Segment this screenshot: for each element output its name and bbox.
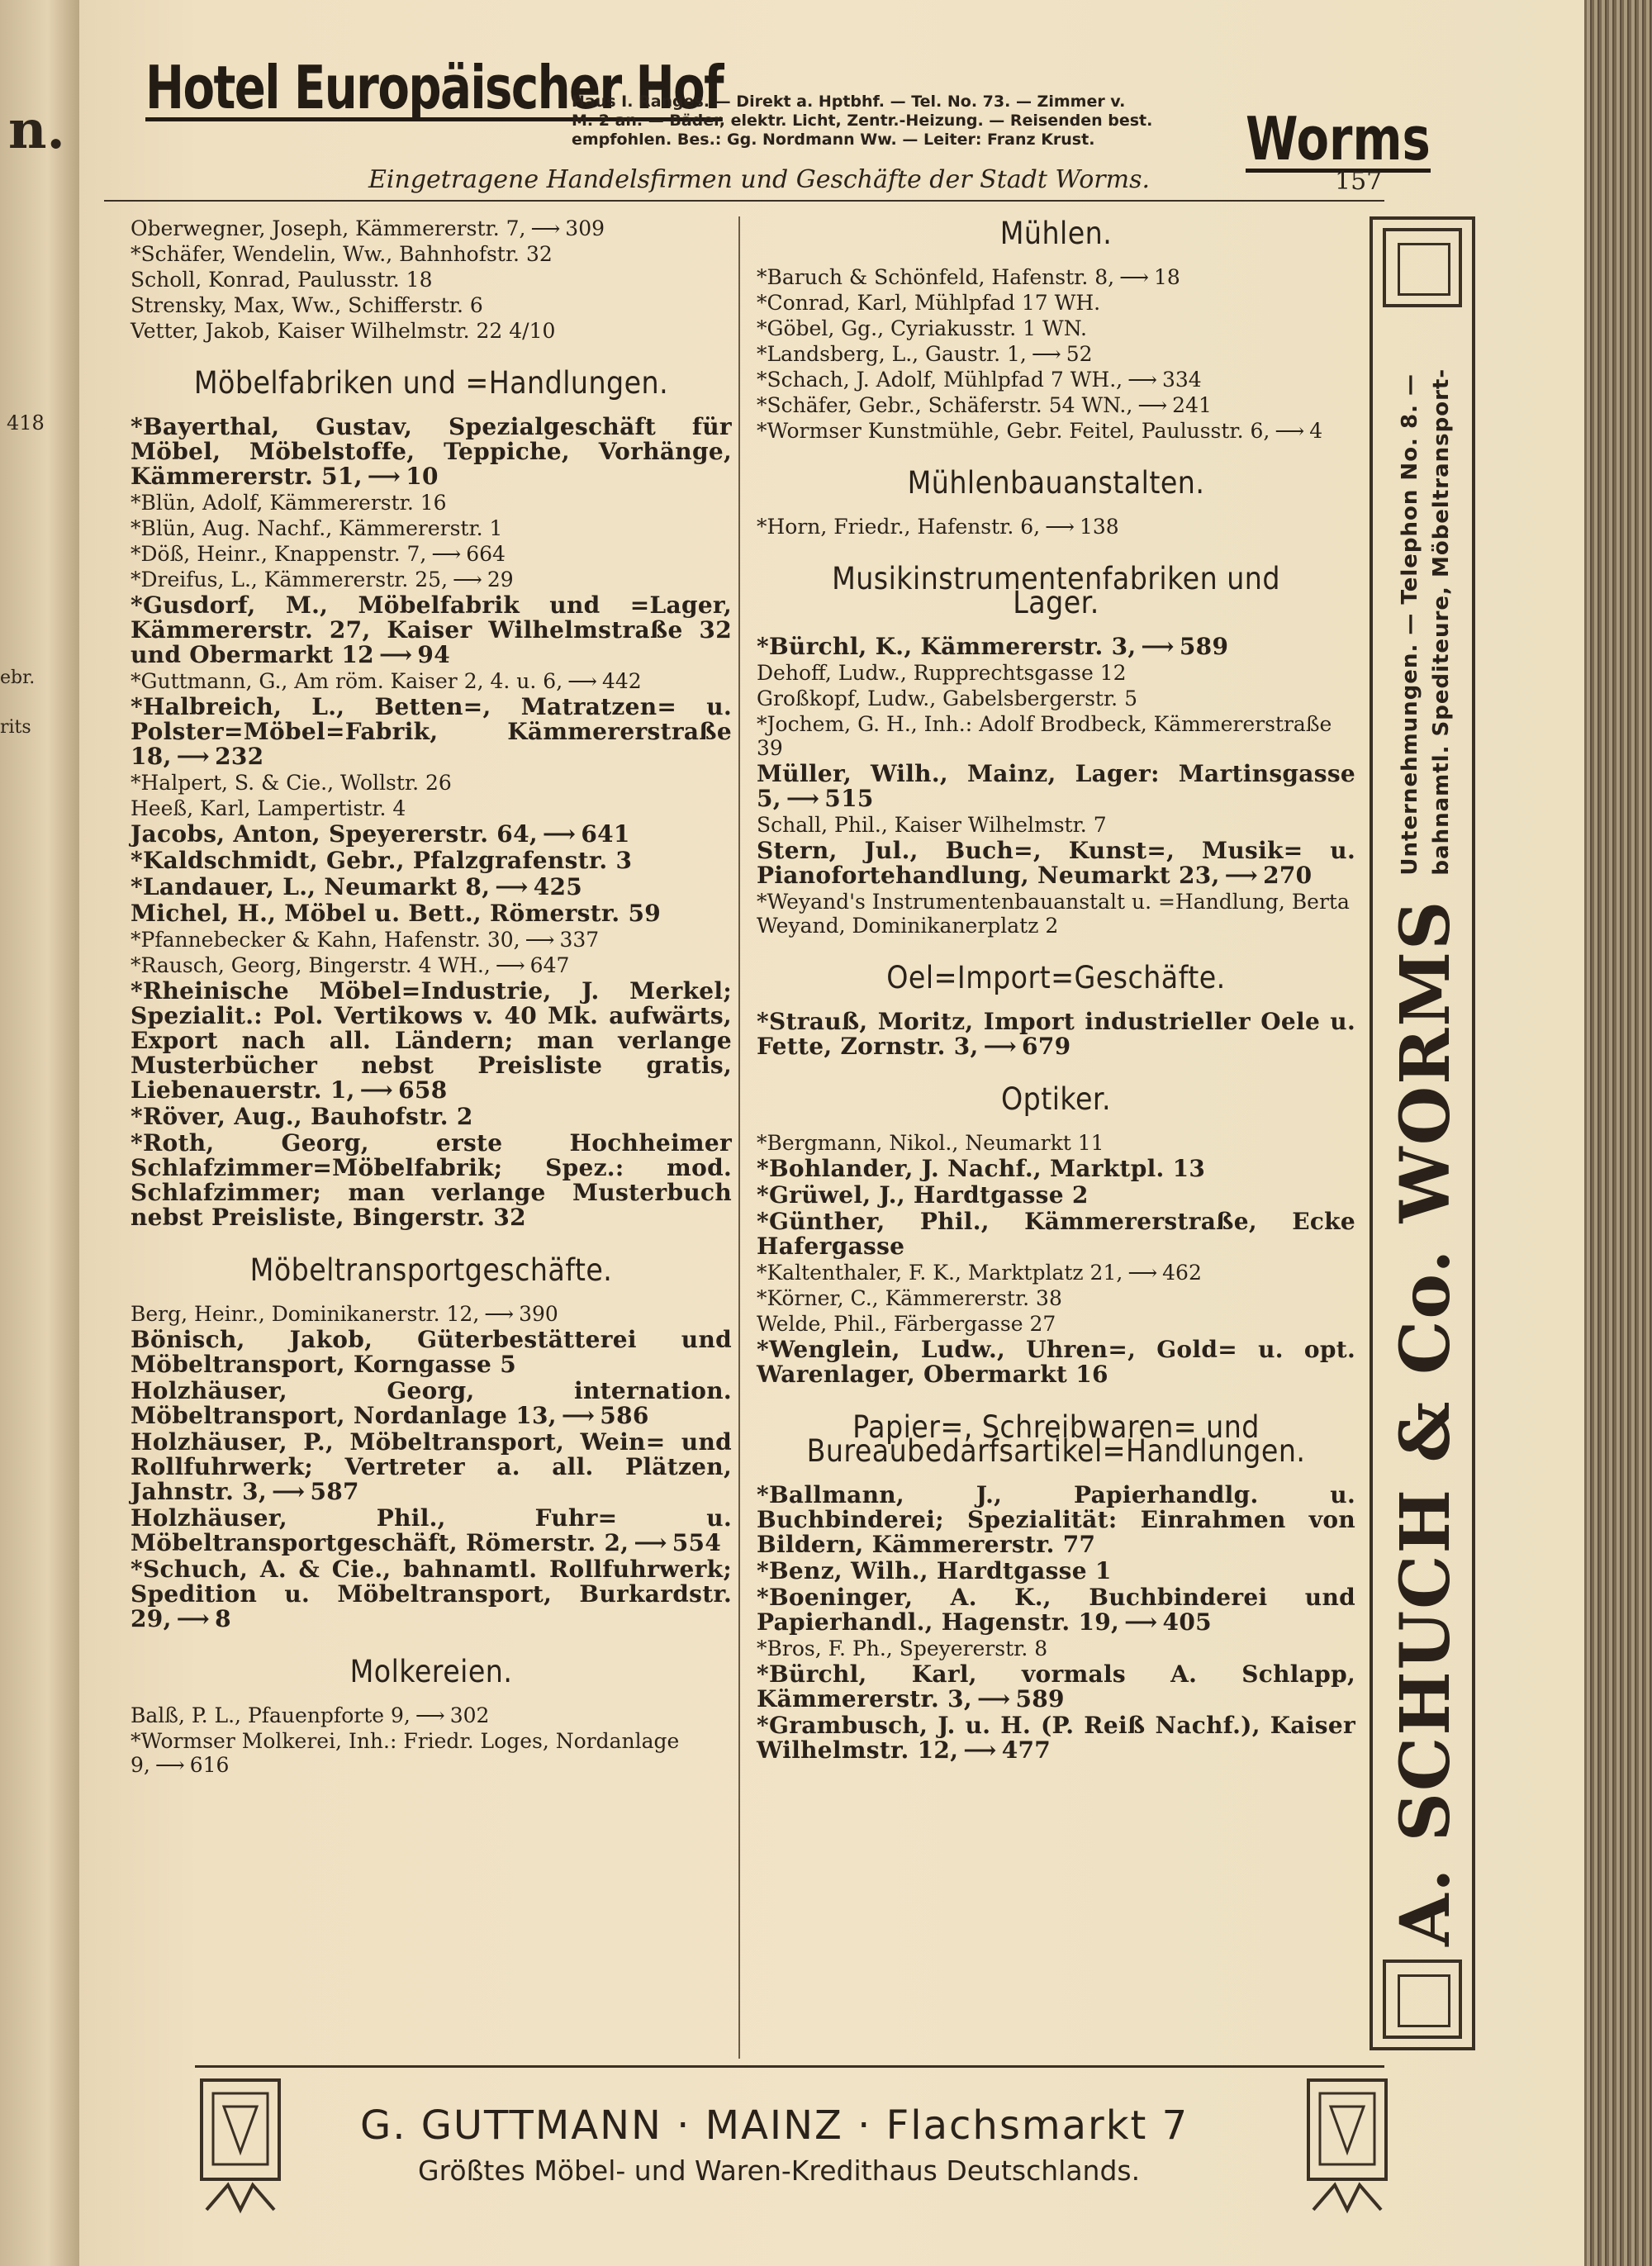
directory-entry [757,1559,1355,1584]
directory-entry [757,419,1355,443]
directory-entry [131,268,732,292]
entry-text: *Wormser Kunstmühle, Gebr. Feitel, Paulusstr. 6, [757,419,1270,443]
entry-text: *Bohlander, J. Nachf., Marktpl. 13 [757,1155,1206,1182]
phone-number: 232 [215,743,264,770]
entry-text: *Rheinische Möbel=Industrie, J. Merkel; Spezialit.: Pol. Vertikows v. 40 Mk. aufwärts, Export nach all. Ländern; man verlange Musterbücher nebst Preisliste gratis, Liebenauerstr. 1, [131,977,732,1104]
directory-entry [131,319,732,343]
entry-text: *Landauer, L., Neumarkt 8, [131,873,491,900]
entry-text: Holzhäuser, P., Möbeltransport, Wein= und Rollfuhrwerk; Vertreter a. all. Plätzen, Jahnstr. 3, [131,1428,732,1505]
footer-ornament-left [195,2074,286,2214]
entry-text: *Grüwel, J., Hardtgasse 2 [757,1181,1089,1209]
side-ad-company: A. SCHUCH & Co. WORMS [1386,899,1465,1946]
entry-text: Michel, H., Möbel u. Bett., Römerstr. 59 [131,900,662,927]
directory-entry [757,1286,1355,1310]
entry-text: *Schuch, A. & Cie., bahnamtl. Rollfuhrwerk; Spedition u. Möbeltransport, Burkardstr. 29, [131,1556,732,1632]
telephone-icon: ⟶ [567,669,597,693]
hotel-info-line-3: empfohlen. Bes.: Gg. Nordmann Ww. — Leiter: Franz Krust. [572,131,1095,149]
section-heading: Musikinstrumentenfabriken und Lager. [832,561,1280,620]
directory-entry [131,242,732,266]
column-divider [738,216,740,2059]
side-ad-line-1: Unternehmungen. — Telephon No. 8. — [1398,373,1422,876]
telephone-icon: ⟶ [1127,1261,1158,1285]
directory-entry [757,1662,1355,1712]
directory-entry [757,1261,1355,1285]
phone-number: 52 [1066,342,1093,366]
section-heading: Mühlen. [999,216,1113,251]
telephone-icon: ⟶ [272,1478,306,1505]
entry-text: *Bergmann, Nikol., Neumarkt 11 [757,1131,1104,1155]
section-heading: Möbelfabriken und =Handlungen. [193,365,669,401]
phone-number: 554 [672,1529,722,1556]
header-divider [104,200,1384,202]
directory-entry [131,928,732,952]
phone-number: 589 [1179,633,1229,660]
entry-text: *Benz, Wilh., Hardtgasse 1 [757,1557,1112,1584]
phone-number: 302 [449,1703,490,1727]
entry-text: Strensky, Max, Ww., Schifferstr. 6 [131,293,483,317]
entry-text: *Blün, Aug. Nachf., Kämmererstr. 1 [131,516,503,540]
entry-text: *Schach, J. Adolf, Mühlpfad 7 WH., [757,368,1123,392]
section-heading: Molkereien. [349,1654,513,1689]
footer-company: G. GUTTMANN · MAINZ · Flachsmarkt 7 [360,2102,1189,2149]
telephone-icon: ⟶ [1119,265,1149,289]
entry-text: *Dreifus, L., Kämmererstr. 25, [131,568,449,591]
directory-entry [757,316,1355,340]
directory-entry [131,875,732,900]
directory-entry [131,901,732,926]
telephone-icon: ⟶ [1275,419,1305,443]
entry-text: Bönisch, Jakob, Güterbestätterei und Möbeltransport, Korngasse 5 [131,1326,732,1378]
entry-text: *Schäfer, Gebr., Schäferstr. 54 WN., [757,393,1133,417]
entry-text: Stern, Jul., Buch=, Kunst=, Musik= u. Pianofortehandlung, Neumarkt 23, [757,837,1355,889]
entry-text: *Göbel, Gg., Cyriakusstr. 1 WN. [757,316,1087,340]
entry-text: *Kaldschmidt, Gebr., Pfalzgrafenstr. 3 [131,847,633,874]
entry-text: Müller, Wilh., Mainz, Lager: Martinsgasse 5, [757,760,1355,812]
phone-number: 309 [565,216,605,240]
phone-number: 658 [398,1076,448,1104]
directory-entry [757,1183,1355,1208]
telephone-icon: ⟶ [525,928,555,952]
directory-entry [131,542,732,566]
ad-ornament-bottom [1383,1960,1462,2039]
entry-text: *Halbreich, L., Betten=, Matratzen= u. Polster=Möbel=Fabrik, Kämmererstraße 18, [131,693,732,770]
entry-text: *Roth, Georg, erste Hochheimer Schlafzimmer=Möbelfabrik; Spez.: mod. Schlafzimmer; man verlange Musterbuch nebst Preisliste, Bingerstr. 32 [131,1129,732,1231]
telephone-icon: ⟶ [154,1753,185,1777]
left-fragment-4: rits [0,717,31,738]
telephone-icon: ⟶ [359,1076,394,1104]
phone-number: 515 [824,785,874,812]
telephone-icon: ⟶ [1031,342,1061,366]
entry-text: Schall, Phil., Kaiser Wilhelmstr. 7 [757,813,1107,837]
directory-entry [131,796,732,820]
directory-entry [131,293,732,317]
phone-number: 337 [559,928,600,952]
telephone-icon: ⟶ [530,216,561,240]
directory-entry [757,1312,1355,1336]
entry-text: *Landsberg, L., Gaustr. 1, [757,342,1027,366]
page-number: 157 [1335,167,1383,196]
phone-number: 679 [1022,1033,1071,1060]
guttmann-footer-ad [129,2065,1335,2230]
entry-text: *Gusdorf, M., Möbelfabrik und =Lager, Kämmererstr. 27, Kaiser Wilhelmstraße 32 und Obermarkt 12 [131,591,732,668]
entry-text: *Boeninger, A. K., Buchbinderei und Papierhandl., Hagenstr. 19, [757,1584,1355,1636]
side-ad-line-2: bahnamtl. Spediteure, Möbeltransport- [1429,368,1454,876]
hotel-info-line-2: M. 2 an. — Bäder, elektr. Licht, Zentr.-Heizung. — Reisenden best. [572,112,1153,130]
directory-entry [131,568,732,591]
phone-number: 390 [519,1302,558,1326]
telephone-icon: ⟶ [634,1529,667,1556]
entry-text: Jacobs, Anton, Speyererstr. 64, [131,820,538,848]
directory-entry [757,634,1355,659]
entry-text: Berg, Heinr., Dominikanerstr. 12, [131,1302,480,1326]
telephone-icon: ⟶ [1137,393,1168,417]
hotel-info-line-1: Haus I. Ranges. — Direkt a. Hptbhf. — Tel. No. 73. — Zimmer v. [572,93,1126,111]
phone-number: 586 [600,1402,649,1429]
telephone-icon: ⟶ [431,542,462,566]
directory-entry [131,979,732,1103]
entry-text: *Strauß, Moritz, Import industrieller Oele u. Fette, Zornstr. 3, [757,1008,1355,1060]
entry-text: *Körner, C., Kämmererstr. 38 [757,1286,1062,1310]
directory-entry [757,1157,1355,1181]
entry-text: *Grambusch, J. u. H. (P. Reiß Nachf.), Kaiser Wilhelmstr. 12, [757,1712,1355,1764]
schuch-side-ad [1370,216,1475,2050]
phone-number: 589 [1015,1685,1065,1713]
telephone-icon: ⟶ [176,1605,211,1632]
directory-entry [757,515,1355,539]
phone-number: 616 [189,1753,230,1777]
directory-entry [131,1506,732,1556]
directory-entry [131,848,732,873]
telephone-icon: ⟶ [495,873,529,900]
telephone-icon: ⟶ [561,1402,596,1429]
telephone-icon: ⟶ [1045,515,1075,539]
entry-text: Oberwegner, Joseph, Kämmererstr. 7, [131,216,526,240]
directory-entry [131,669,732,693]
entry-text: *Bürchl, K., Kämmererstr. 3, [757,633,1137,660]
directory-entry [757,368,1355,392]
footer-ornament-right [1302,2074,1393,2214]
page-subtitle: Eingetragene Handelsfirmen und Geschäfte der Stadt Worms. [368,165,1151,194]
phone-number: 425 [533,873,583,900]
directory-entry [757,1009,1355,1059]
phone-number: 10 [406,463,439,490]
book-page-edges [1584,0,1652,2266]
directory-entry [757,1337,1355,1387]
directory-entry [131,516,732,540]
directory-entry [131,695,732,769]
phone-number: 241 [1172,393,1212,417]
phone-number: 94 [417,641,450,668]
phone-number: 647 [529,953,570,977]
directory-entry [131,822,732,847]
entry-text: Holzhäuser, Phil., Fuhr= u. Möbeltransportgeschäft, Römerstr. 2, [131,1504,732,1556]
entry-text: *Bürchl, Karl, vormals A. Schlapp, Kämmererstr. 3, [757,1660,1355,1713]
left-fragment-3: ebr. [0,667,36,688]
directory-entry [757,661,1355,685]
directory-entry [757,265,1355,289]
directory-entry [131,1557,732,1632]
entry-text: *Conrad, Karl, Mühlpfad 17 WH. [757,291,1101,315]
directory-entry [757,686,1355,710]
directory-entry [757,813,1355,837]
phone-number: 462 [1162,1261,1202,1285]
phone-number: 8 [215,1605,231,1632]
directory-entry [757,1131,1355,1155]
telephone-icon: ⟶ [453,568,482,591]
telephone-icon: ⟶ [976,1685,1011,1713]
directory-entry [131,1703,732,1727]
phone-number: 4 [1309,419,1323,443]
telephone-icon: ⟶ [367,463,401,490]
entry-text: *Günther, Phil., Kämmererstraße, Ecke Hafergasse [757,1208,1355,1260]
telephone-icon: ⟶ [1141,633,1175,660]
entry-text: *Guttmann, G., Am röm. Kaiser 2, 4. u. 6, [131,669,563,693]
section-heading: Möbeltransportgeschäfte. [249,1252,613,1288]
telephone-icon: ⟶ [378,641,413,668]
hotel-ad-title: Hotel Europäischer Hof [145,53,724,122]
entry-text: *Jochem, G. H., Inh.: Adolf Brodbeck, Kämmererstraße 39 [757,712,1332,760]
telephone-icon: ⟶ [542,820,577,848]
entry-text: *Rausch, Georg, Bingerstr. 4 WH., [131,953,491,977]
entry-text: *Wenglein, Ludw., Uhren=, Gold= u. opt. Warenlager, Obermarkt 16 [757,1336,1355,1388]
directory-entry [131,1379,732,1428]
hotel-ad-info [572,93,1307,150]
entry-text: *Baruch & Schönfeld, Hafenstr. 8, [757,265,1115,289]
phone-number: 477 [1001,1736,1051,1764]
telephone-icon: ⟶ [983,1033,1018,1060]
directory-entry [757,1713,1355,1763]
entry-text: *Bayerthal, Gustav, Spezialgeschäft für Möbel, Möbelstoffe, Teppiche, Vorhänge, Kämmererstr. 51, [131,413,732,490]
section-heading: Mühlenbauanstalten. [907,465,1205,501]
telephone-icon: ⟶ [786,785,820,812]
entry-text: Großkopf, Ludw., Gabelsbergerstr. 5 [757,686,1137,710]
directory-entry [131,593,732,667]
footer-rule [195,2065,1384,2068]
directory-page [79,0,1584,2266]
directory-entry [131,1328,732,1377]
entry-text: *Weyand's Instrumentenbauanstalt u. =Handlung, Berta Weyand, Dominikanerplatz 2 [757,890,1350,938]
entry-text: Scholl, Konrad, Paulusstr. 18 [131,268,433,292]
side-ad-text [1386,327,1465,1946]
hotel-ad-city: Worms [1246,104,1431,173]
adjacent-page-edge [0,0,79,2266]
left-column [131,216,732,1779]
directory-entry [131,1131,732,1230]
left-fragment-2: 418 [7,411,45,435]
entry-text: Heeß, Karl, Lampertistr. 4 [131,796,406,820]
entry-text: *Halpert, S. & Cie., Wollstr. 26 [131,771,452,795]
telephone-icon: ⟶ [1127,368,1157,392]
directory-entry [757,1483,1355,1557]
directory-entry [131,415,732,489]
entry-text: *Ballmann, J., Papierhandlg. u. Buchbinderei; Spezialität: Einrahmen von Bildern, Kämmererstr. 77 [757,1481,1355,1558]
directory-entry [757,838,1355,888]
entry-text: Vetter, Jakob, Kaiser Wilhelmstr. 22 4/10 [131,319,556,343]
telephone-icon: ⟶ [415,1703,445,1727]
directory-entry [131,953,732,977]
entry-text: *Schäfer, Wendelin, Ww., Bahnhofstr. 32 [131,242,553,266]
telephone-icon: ⟶ [176,743,211,770]
entry-text: *Pfannebecker & Kahn, Hafenstr. 30, [131,928,520,952]
phone-number: 442 [602,669,642,693]
ad-ornament-top [1383,228,1462,307]
directory-entry [131,1302,732,1326]
phone-number: 18 [1153,265,1180,289]
phone-number: 641 [581,820,630,848]
phone-number: 664 [466,542,506,566]
telephone-icon: ⟶ [495,953,525,977]
directory-entry [757,393,1355,417]
telephone-icon: ⟶ [1124,1608,1158,1636]
directory-entry [131,216,732,240]
entry-text: *Röver, Aug., Bauhofstr. 2 [131,1103,473,1130]
directory-entry [131,771,732,795]
phone-number: 334 [1161,368,1202,392]
phone-number: 405 [1162,1608,1212,1636]
side-ad-sub [1394,368,1457,876]
phone-number: 29 [487,568,514,591]
directory-entry [757,712,1355,760]
entry-text: *Horn, Friedr., Hafenstr. 6, [757,515,1041,539]
entry-text: *Bros, F. Ph., Speyererstr. 8 [757,1637,1048,1660]
directory-entry [757,342,1355,366]
directory-entry [131,1729,732,1777]
directory-entry [757,890,1355,938]
footer-tagline: Größtes Möbel- und Waren-Kredithaus Deutschlands. [418,2154,1141,2187]
entry-text: *Kaltenthaler, F. K., Marktplatz 21, [757,1261,1123,1285]
telephone-icon: ⟶ [963,1736,997,1764]
directory-entry [131,491,732,515]
telephone-icon: ⟶ [484,1302,515,1326]
directory-entry [757,1585,1355,1635]
entry-text: Welde, Phil., Färbergasse 27 [757,1312,1056,1336]
section-heading: Oel=Import=Geschäfte. [886,960,1226,995]
entry-text: Dehoff, Ludw., Rupprechtsgasse 12 [757,661,1127,685]
entry-text: Holzhäuser, Georg, internation. Möbeltransport, Nordanlage 13, [131,1377,732,1429]
phone-number: 587 [310,1478,359,1505]
section-heading: Optiker. [1000,1081,1112,1117]
phone-number: 138 [1079,515,1119,539]
right-column [757,216,1355,1765]
section-heading: Papier=, Schreibwaren= und Bureaubedarfsartikel=Handlungen. [806,1409,1306,1469]
directory-entry [131,1430,732,1504]
left-fragment-1: n. [8,99,65,161]
phone-number: 270 [1263,862,1313,889]
entry-text: *Wormser Molkerei, Inh.: Friedr. Loges, Nordanlage 9, [131,1729,680,1777]
entry-text: Balß, P. L., Pfauenpforte 9, [131,1703,411,1727]
telephone-icon: ⟶ [1224,862,1259,889]
directory-entry [757,1209,1355,1259]
directory-entry [131,1104,732,1129]
directory-entry [757,291,1355,315]
directory-entry [757,762,1355,811]
directory-entry [757,1637,1355,1660]
entry-text: *Blün, Adolf, Kämmererstr. 16 [131,491,447,515]
entry-text: *Döß, Heinr., Knappenstr. 7, [131,542,427,566]
